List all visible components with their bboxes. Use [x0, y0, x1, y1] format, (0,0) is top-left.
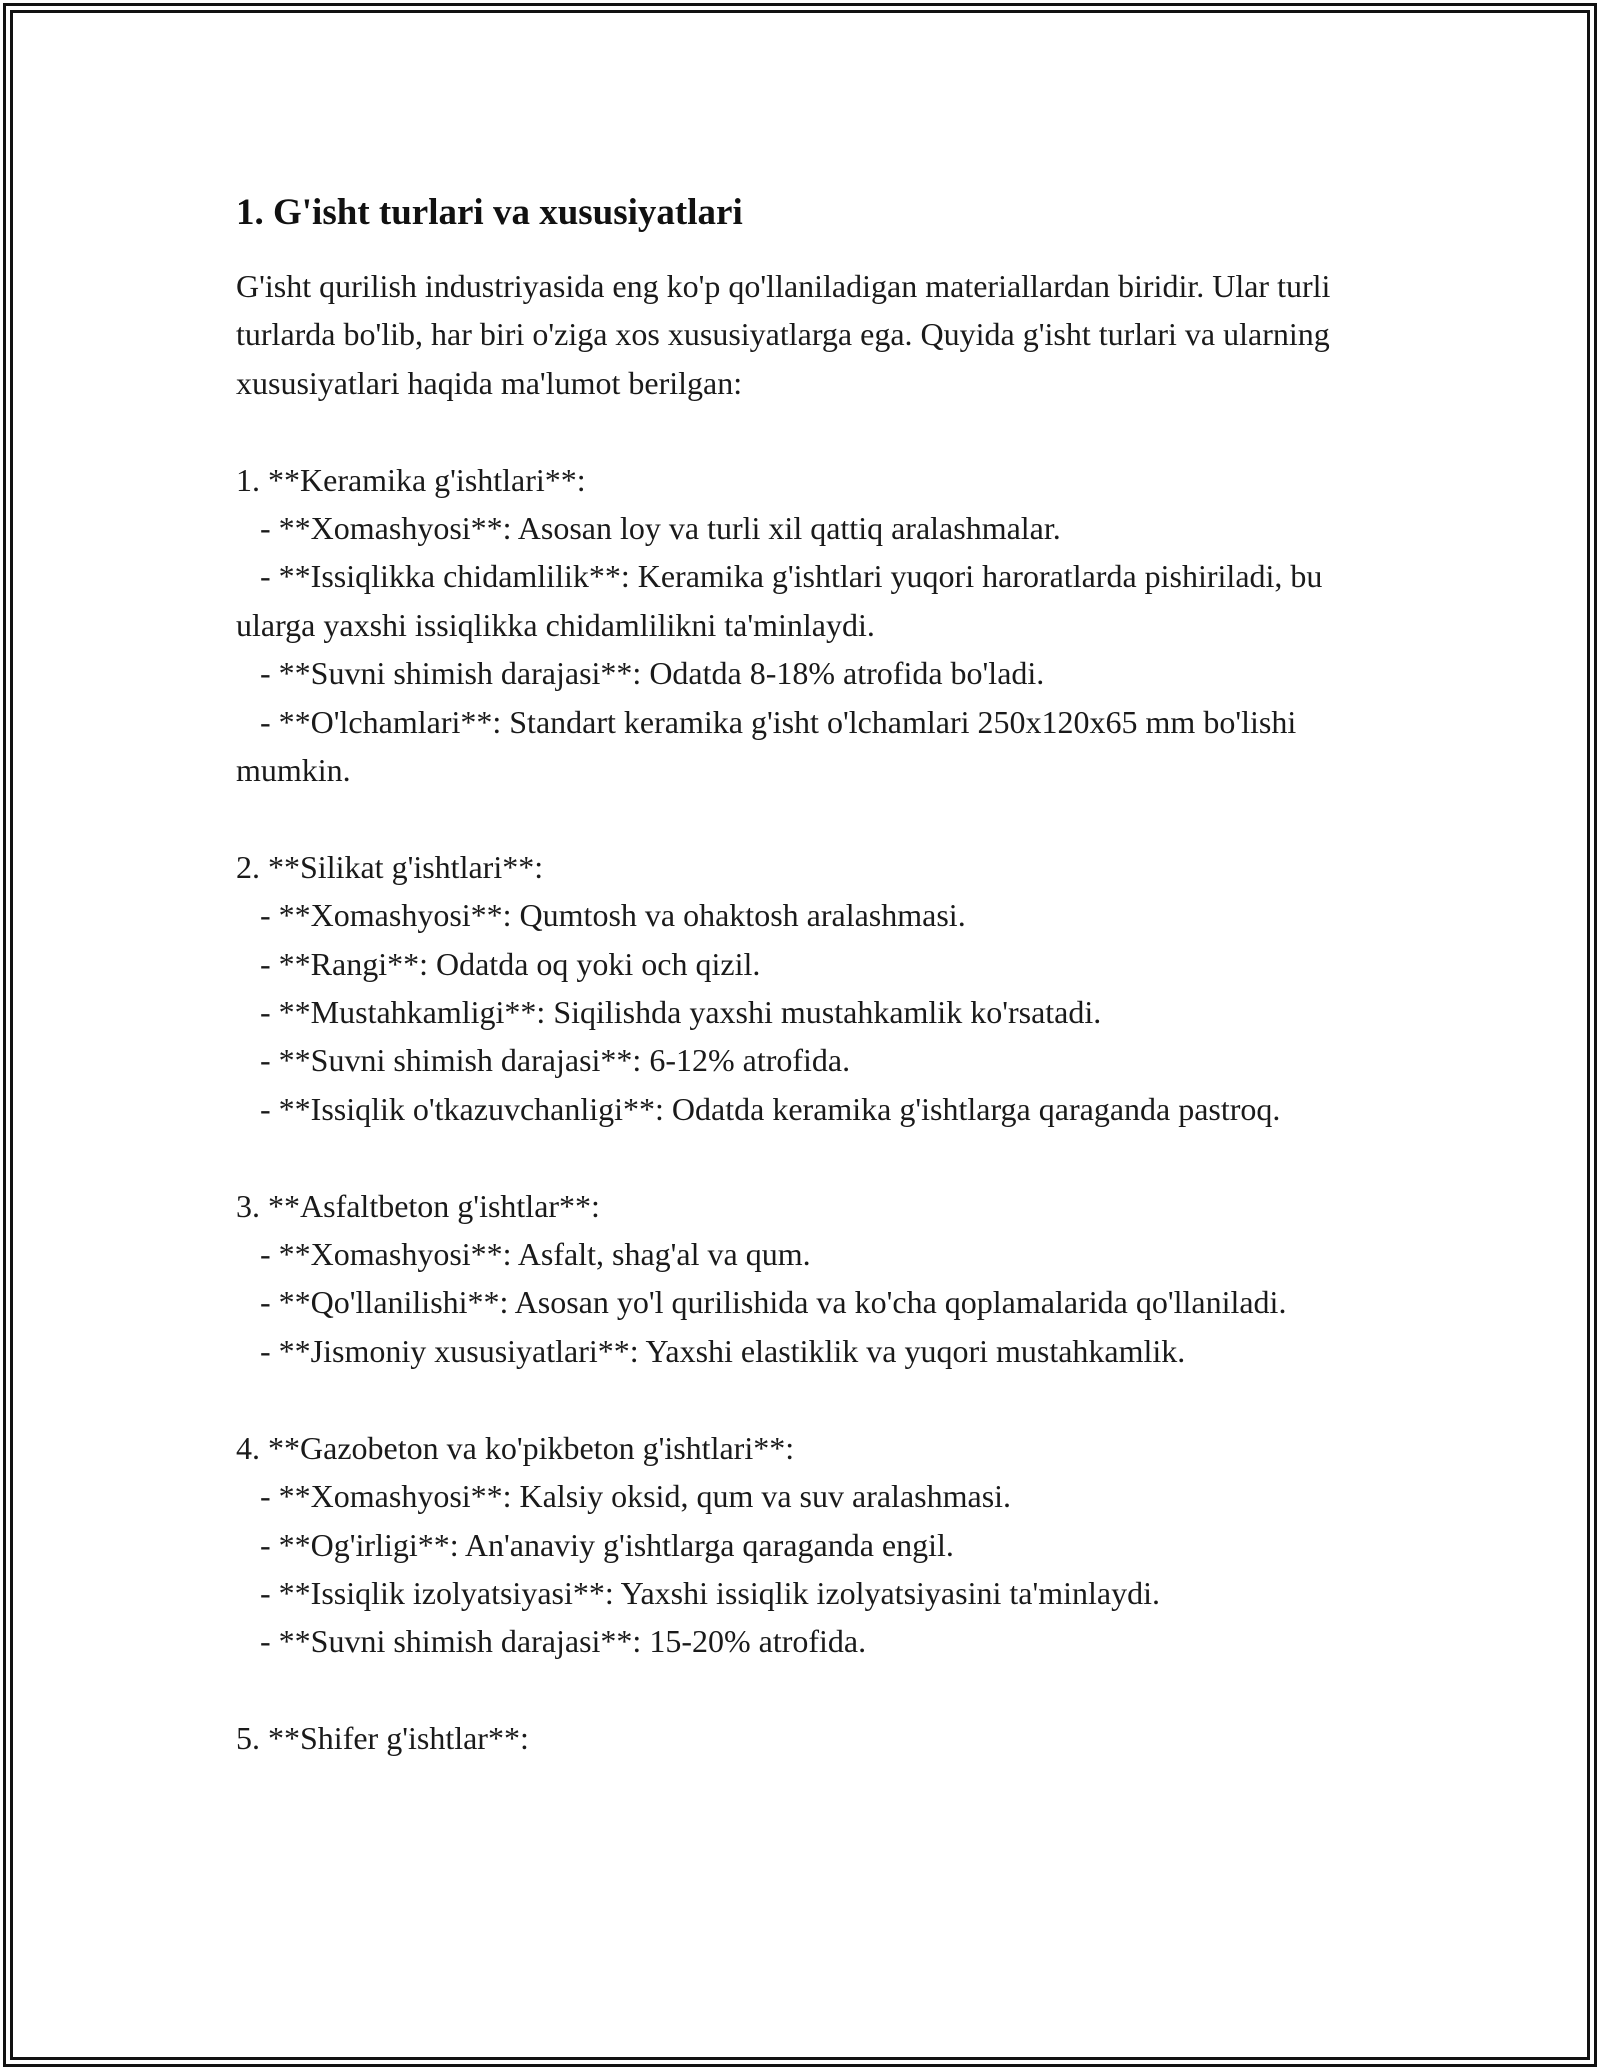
- list-item: - **Xomashyosi**: Kalsiy oksid, qum va suv aralashmasi.: [236, 1478, 1012, 1515]
- section-heading: 3. **Asfaltbeton g'ishtlar**:: [236, 1187, 600, 1224]
- list-item: - **Jismoniy xususiyatlari**: Yaxshi elastiklik va yuqori mustahkamlik.: [236, 1332, 1186, 1369]
- list-item: - **Suvni shimish darajasi**: 6-12% atrofida.: [236, 1042, 851, 1079]
- document-body: [236, 188, 1386, 1763]
- list-item: - **Qo'llanilishi**: Asosan yo'l qurilishida va ko'cha qoplamalarida qo'llaniladi.: [236, 1284, 1287, 1321]
- list-item: - **Issiqlik o'tkazuvchanligi**: Odatda keramika g'ishtlarga qaraganda pastroq.: [236, 1090, 1281, 1127]
- document-title: 1. G'isht turlari va xususiyatlari: [236, 192, 743, 233]
- list-item: - **Xomashyosi**: Asfalt, shag'al va qum.: [236, 1236, 811, 1273]
- spacer: [236, 407, 1386, 455]
- list-item: - **Issiqlik izolyatsiyasi**: Yaxshi issiqlik izolyatsiyasini ta'minlaydi.: [236, 1574, 1160, 1611]
- list-item: - **Issiqlikka chidamlilik**: Keramika g'ishtlari yuqori haroratlarda pishiriladi, bu ularga yaxshi issiqlikka chidamlilikni ta'minlaydi.: [236, 558, 1331, 643]
- list-item: - **Suvni shimish darajasi**: 15-20% atrofida.: [236, 1623, 867, 1660]
- spacer: [236, 794, 1386, 842]
- intro-paragraph: G'isht qurilish industriyasida eng ko'p qo'llaniladigan materiallardan biridir. Ular turli turlarda bo'lib, har biri o'ziga xos xususiyatlarga ega. Quyida g'isht turlari va ularning xususiyatlari haqida ma'lumot berilgan:: [236, 268, 1331, 401]
- section-heading: 1. **Keramika g'ishtlari**:: [236, 461, 586, 498]
- list-item: - **O'lchamlari**: Standart keramika g'isht o'lchamlari 250x120x65 mm bo'lishi mumkin.: [236, 703, 1305, 789]
- list-item: - **Og'irligi**: An'anaviy g'ishtlarga qaraganda engil.: [236, 1526, 954, 1563]
- list-item: - **Xomashyosi**: Asosan loy va turli xil qattiq aralashmalar.: [236, 510, 1061, 547]
- list-item: - **Suvni shimish darajasi**: Odatda 8-18% atrofida bo'ladi.: [236, 655, 1045, 692]
- spacer: [236, 1666, 1386, 1714]
- section-heading: 4. **Gazobeton va ko'pikbeton g'ishtlari**:: [236, 1429, 795, 1466]
- spacer: [236, 1133, 1386, 1181]
- list-item: - **Xomashyosi**: Qumtosh va ohaktosh aralashmasi.: [236, 897, 966, 934]
- section-heading: 2. **Silikat g'ishtlari**:: [236, 848, 544, 885]
- list-item: - **Mustahkamligi**: Siqilishda yaxshi mustahkamlik ko'rsatadi.: [236, 994, 1102, 1031]
- section-heading: 5. **Shifer g'ishtlar**:: [236, 1720, 529, 1757]
- spacer: [236, 1375, 1386, 1423]
- list-item: - **Rangi**: Odatda oq yoki och qizil.: [236, 945, 761, 982]
